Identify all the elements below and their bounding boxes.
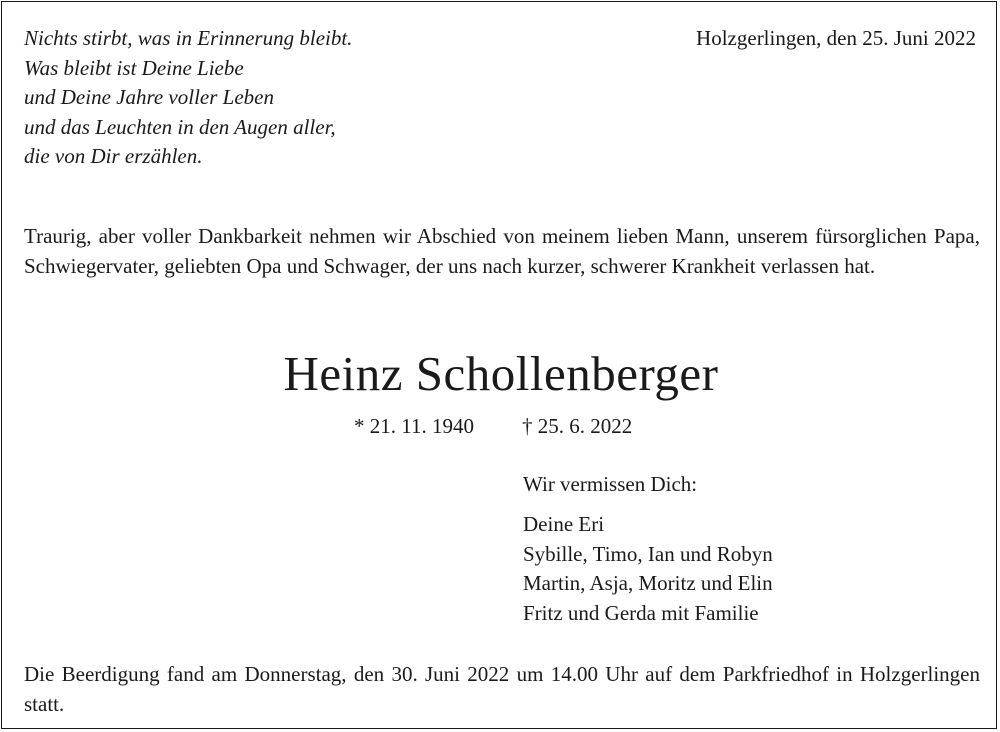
poem-line: Nichts stirbt, was in Erinnerung bleibt.: [24, 26, 353, 50]
mourner-name: Fritz und Gerda mit Familie: [523, 600, 759, 625]
mourner-name: Sybille, Timo, Ian und Robyn: [523, 541, 773, 566]
funeral-notice: Die Beerdigung fand am Donnerstag, den 30. Juni 2022 um 14.00 Uhr auf dem Parkfriedhof in Holzgerlingen statt.: [24, 662, 980, 716]
mourner-name: Deine Eri: [523, 512, 605, 536]
mourner-name: Martin, Asja, Moritz und Elin: [523, 571, 773, 595]
birth-date: * 21. 11. 1940: [354, 414, 474, 438]
poem-line: und das Leuchten in den Augen aller,: [24, 114, 336, 139]
intro-text: Traurig, aber voller Dankbarkeit nehmen wir Abschied von meinem lieben Mann, unserem fürsorglichen Papa, Schwiegervater, geliebten Opa und Schwager, der uns nach kurzer, schwerer Krankheit verlassen hat.: [24, 224, 980, 278]
poem-line: Was bleibt ist Deine Liebe: [24, 55, 244, 80]
poem-line: die von Dir erzählen.: [24, 144, 203, 168]
mourners-list: [523, 510, 773, 628]
poem-line: und Deine Jahre voller Leben: [24, 85, 274, 109]
deceased-name: Heinz Schollenberger: [283, 346, 719, 401]
mourners-heading: Wir vermissen Dich:: [523, 472, 698, 496]
obituary-frame: [1, 1, 997, 729]
death-date: † 25. 6. 2022: [522, 414, 633, 438]
memorial-poem: [24, 24, 352, 172]
place-date: Holzgerlingen, den 25. Juni 2022: [696, 26, 976, 50]
